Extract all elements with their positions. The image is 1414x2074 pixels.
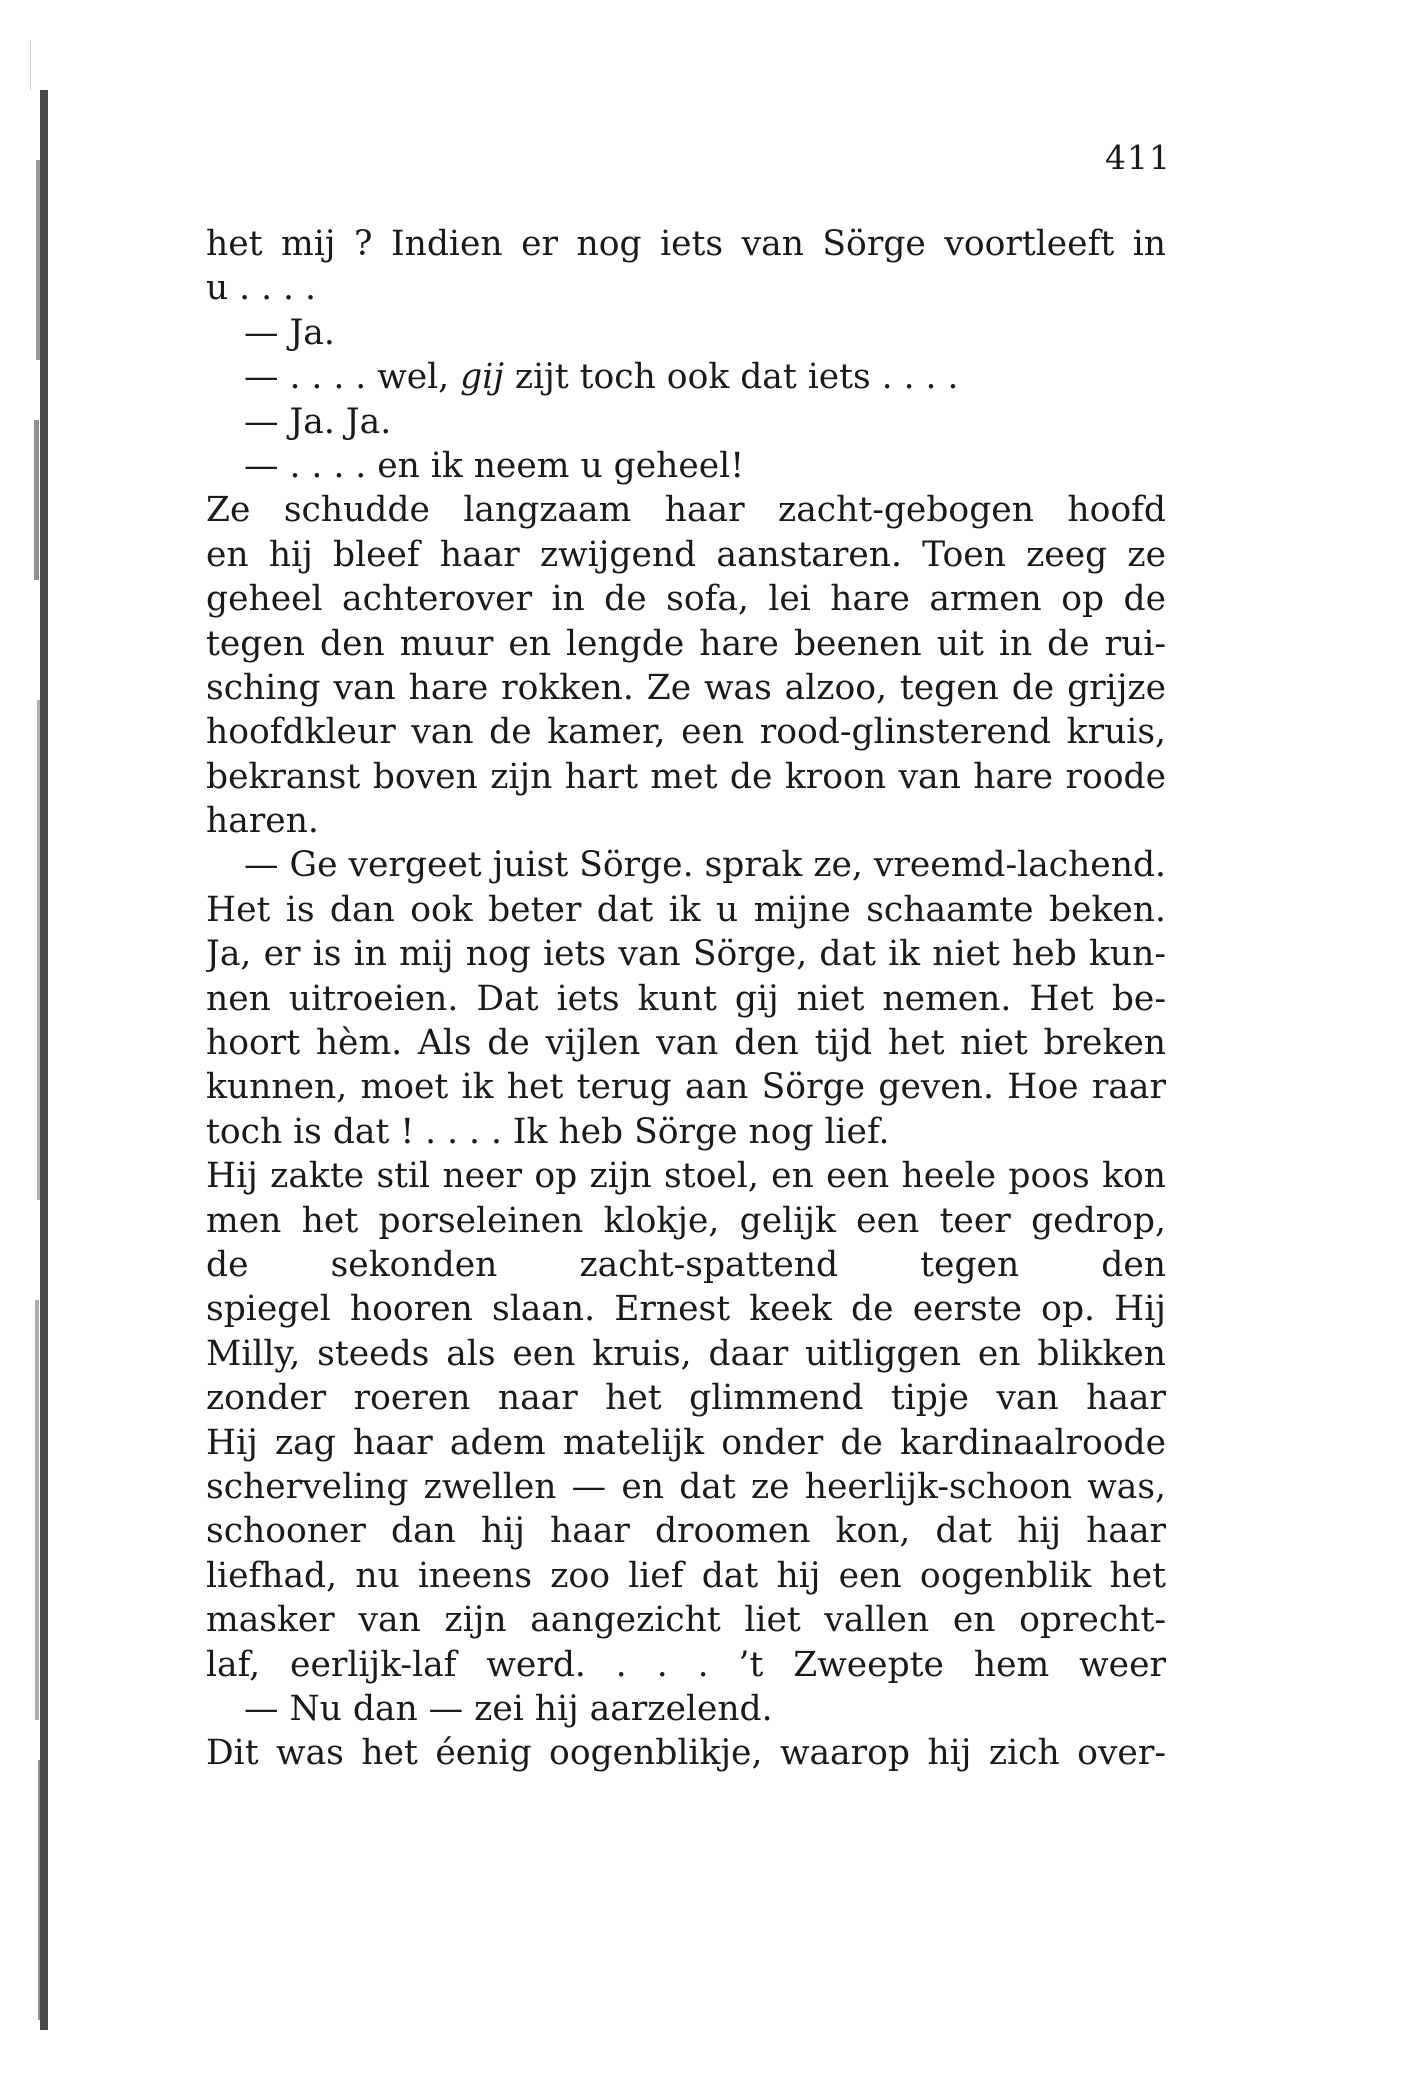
binding-edge-shadow — [0, 0, 72, 2074]
text-line: zonder roeren naar het glimmend tipje van haar — [206, 1378, 1166, 1419]
text-segment: zijt toch ook dat iets . . . . — [503, 357, 959, 398]
text-line: scherveling zwellen — en dat ze heerlijk-schoon was, — [206, 1466, 1166, 1507]
italic-word: gij — [460, 357, 504, 398]
text-line: de sekonden zacht-spattend tegen den — [206, 1244, 1166, 1285]
text-line: — Ge vergeet juist Sörge. sprak ze, vreemd-lachend. — [244, 845, 1166, 886]
text-line: spiegel hooren slaan. Ernest keek de eerste op. Hij — [206, 1289, 1166, 1330]
text-line: haren. — [206, 801, 319, 842]
text-line: — Ja. — [244, 312, 335, 353]
text-line: Ze schudde langzaam haar zacht-gebogen hoofd — [206, 490, 1166, 531]
text-line: liefhad, nu ineens zoo lief dat hij een oogenblik het — [206, 1555, 1166, 1596]
text-line: men het porseleinen klokje, gelijk een teer gedrop, — [206, 1200, 1166, 1241]
text-line: kunnen, moet ik het terug aan Sörge geven. Hoe raar — [206, 1067, 1166, 1108]
text-line: laf, eerlijk-laf werd. . . . ’t Zweepte hem weer — [206, 1644, 1166, 1685]
text-line: Hij zag haar adem matelijk onder de kardinaalroode — [206, 1422, 1166, 1463]
text-line: en hij bleef haar zwijgend aanstaren. Toen zeeg ze — [206, 534, 1166, 575]
text-line: Dit was het éenig oogenblikje, waarop hij zich over- — [206, 1733, 1166, 1774]
text-line: Milly, steeds als een kruis, daar uitliggen en blikken — [206, 1333, 1166, 1374]
text-line: geheel achterover in de sofa, lei hare armen op de — [206, 579, 1166, 620]
text-line: u . . . . — [206, 268, 316, 309]
text-line: sching van hare rokken. Ze was alzoo, tegen de grijze — [206, 667, 1166, 708]
text-line: Het is dan ook beter dat ik u mijne schaamte beken. — [206, 889, 1166, 930]
text-segment: — . . . . wel, — [244, 357, 461, 398]
text-line: het mij ? Indien er nog iets van Sörge voortleeft in — [206, 224, 1166, 264]
text-line: hoort hèm. Als de vijlen van den tijd het niet breken — [206, 1023, 1166, 1064]
text-line: masker van zijn aangezicht liet vallen en oprecht- — [206, 1600, 1166, 1641]
body-text — [206, 222, 1166, 1776]
text-line: Ja, er is in mij nog iets van Sörge, dat ik niet heb kun- — [206, 934, 1166, 975]
text-line: — Ja. Ja. — [244, 401, 392, 442]
page-number: 411 — [1105, 138, 1171, 177]
text-line-with-italic — [206, 355, 1166, 399]
text-line: hoofdkleur van de kamer, een rood-glinsterend kruis, — [206, 712, 1166, 753]
text-line: schooner dan hij haar droomen kon, dat hij haar — [206, 1511, 1166, 1552]
text-line: Hij zakte stil neer op zijn stoel, en een heele poos kon — [206, 1156, 1166, 1197]
text-line: — Nu dan — zei hij aarzelend. — [244, 1688, 773, 1729]
text-line: toch is dat ! . . . . Ik heb Sörge nog lief. — [206, 1111, 890, 1152]
text-line: nen uitroeien. Dat iets kunt gij niet nemen. Het be- — [206, 978, 1166, 1019]
text-line: — . . . . en ik neem u geheel! — [244, 445, 745, 486]
text-line: bekranst boven zijn hart met de kroon van hare roode — [206, 756, 1166, 797]
text-line: tegen den muur en lengde hare beenen uit in de rui- — [206, 623, 1166, 664]
